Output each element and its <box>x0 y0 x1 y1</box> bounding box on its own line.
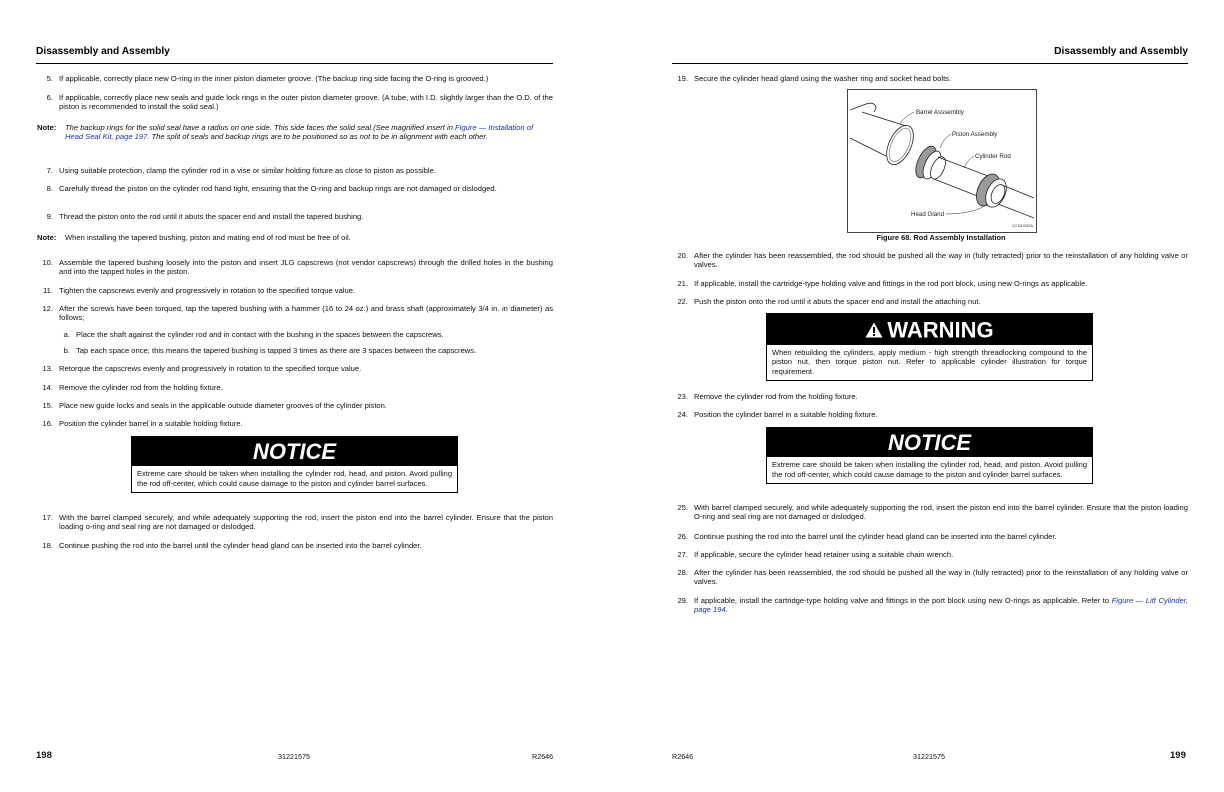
step-text: Secure the cylinder head gland using the washer ring and socket head bolts. <box>694 74 952 83</box>
step-text: Place new guide locks and seals in the applicable outside diameter grooves of the cylinder piston. <box>59 401 387 410</box>
step-text: Assemble the tapered bushing loosely into the piston and insert JLG capscrews (not vendor capscrews) through the drilled holes in the bushing and into the tapped holes in the piston. <box>59 258 553 277</box>
header-rule-right <box>672 63 1188 64</box>
notice-title: NOTICE <box>132 437 457 466</box>
step-number: 20. <box>677 251 688 260</box>
step-letter: b. <box>63 346 70 355</box>
section-header: Disassembly and Assembly <box>36 46 170 57</box>
step-text: Using suitable protection, clamp the cylinder rod in a vise or similar holding fixture as close to piston as possible. <box>59 166 436 175</box>
step-text-part: If applicable, install the cartridge-type holding valve and fittings in the port block using new O-rings as applicable. Refer to <box>694 596 1112 605</box>
notice-box <box>131 436 458 493</box>
step-14 <box>32 383 553 392</box>
step-number: 14. <box>42 383 53 392</box>
step-text <box>694 596 1188 615</box>
step-29 <box>667 596 1188 615</box>
step-7 <box>32 166 553 175</box>
notice-text: Extreme care should be taken when installing the cylinder rod, head, and piston. Avoid pulling the rod off-center, which could cause damage to the piston and cylinder barrel surfaces. <box>772 460 1087 479</box>
step-number: 27. <box>677 550 688 559</box>
document-number: 31221575 <box>278 752 310 761</box>
step-6 <box>32 93 553 112</box>
page-number: 198 <box>36 750 52 761</box>
step-number: 15. <box>42 401 53 410</box>
step-28 <box>667 568 1188 587</box>
step-number: 28. <box>677 568 688 577</box>
step-number: 24. <box>677 410 688 419</box>
notice-text: Extreme care should be taken when installing the cylinder rod, head, and piston. Avoid pulling the rod off-center, which could cause damage to the piston and cylinder barrel surfaces. <box>137 469 452 488</box>
step-text-part: . <box>725 605 728 615</box>
step-17 <box>32 513 553 532</box>
figure-caption: Figure 68. Rod Assembly Installation <box>876 233 1006 242</box>
step-text: Tap each space once; this means the tapered bushing is tapped 3 times as there are 3 spaces between the capscrews. <box>76 346 477 355</box>
step-9 <box>32 212 553 221</box>
step-number: 22. <box>677 297 688 306</box>
note-text: When installing the tapered bushing, piston and mating end of rod must be free of oil. <box>65 233 351 242</box>
warning-triangle-icon <box>865 316 883 345</box>
step-number: 21. <box>677 279 688 288</box>
warning-title: WARNING <box>887 317 994 343</box>
step-number: 9. <box>46 212 53 221</box>
warning-banner <box>767 314 1092 345</box>
label-cylinder-rod: Cylinder Rod <box>975 153 1011 160</box>
step-12 <box>32 304 553 323</box>
step-text: Push the piston onto the rod until it abuts the spacer end and install the attaching nut. <box>694 297 981 306</box>
step-text: Place the shaft against the cylinder rod and in contact with the bushing in the spaces between the capscrews. <box>76 330 444 339</box>
document-number-right: 31221575 <box>913 752 945 761</box>
step-text: Continue pushing the rod into the barrel until the cylinder head gland can be inserted into the barrel cylinder. <box>694 532 1057 541</box>
step-8 <box>32 184 553 193</box>
step-20 <box>667 251 1188 270</box>
step-text: Remove the cylinder rod from the holding fixture. <box>59 383 223 392</box>
step-21 <box>667 279 1188 288</box>
step-10 <box>32 258 553 277</box>
step-15 <box>32 401 553 410</box>
header-rule <box>36 63 553 64</box>
notice-title: NOTICE <box>767 428 1092 457</box>
step-number: 19. <box>677 74 688 83</box>
step-number: 17. <box>42 513 53 522</box>
step-12b <box>52 346 553 355</box>
step-text: Continue pushing the rod into the barrel until the cylinder head gland can be inserted into the barrel cylinder. <box>59 541 422 550</box>
step-text: If applicable, correctly place new O-ring in the inner piston diameter groove. (The backup ring side facing the O-ring is grooved.) <box>59 74 489 83</box>
step-27 <box>667 550 1188 559</box>
note-text-part: The backup rings for the solid seal have a radius on one side. This side faces the solid seal.(See magnified insert in <box>65 123 456 132</box>
step-text: Carefully thread the piston on the cylinder rod hand tight, ensuring that the O-ring and backup rings are not damaged or dislodged. <box>59 184 497 193</box>
step-text: Position the cylinder barrel in a suitable holding fixture. <box>59 419 243 428</box>
step-number: 6. <box>46 93 53 102</box>
step-text: Remove the cylinder rod from the holding fixture. <box>694 392 858 401</box>
note-oil-free <box>37 233 537 242</box>
figure-link[interactable]: Figure — Installation of Head Seal Kit, page 197 <box>65 123 534 142</box>
step-text: Thread the piston onto the rod until it abuts the spacer end and install the tapered bushing. <box>59 212 364 221</box>
step-text: With barrel clamped securely, and while adequately supporting the rod, insert the piston end into the barrel cylinder. Ensure that the piston loading O-ring and seal ring are not damaged or dislodged. <box>694 503 1188 522</box>
step-number: 16. <box>42 419 53 428</box>
step-text: Retorque the capscrews evenly and progressively in rotation to the specified torque value. <box>59 364 362 373</box>
step-text: After the cylinder has been reassembled, the rod should be pushed all the way in (fully retracted) prior to the reinstallation of any holding valve or valves. <box>694 251 1188 270</box>
note-text <box>65 123 537 142</box>
step-16 <box>32 419 553 428</box>
step-number: 5. <box>46 74 53 83</box>
step-text: Tighten the capscrews evenly and progressively in rotation to the specified torque value. <box>59 286 356 295</box>
step-number: 29. <box>677 596 688 605</box>
step-number: 25. <box>677 503 688 512</box>
label-piston-assembly: Piston Assembly <box>952 131 998 138</box>
step-23 <box>667 392 1188 401</box>
step-number: 13. <box>42 364 53 373</box>
warning-text: When rebuilding the cylinders, apply medium - high strength threadlocking compound to the piston nut, then torque piston nut. Refer to applicable cylinder illustration for torque requirement. <box>772 347 1087 376</box>
step-letter: a. <box>63 330 70 339</box>
step-22 <box>667 297 1188 306</box>
figure-code: 1C100330A <box>1011 222 1033 228</box>
page-number-right: 199 <box>1170 750 1186 761</box>
step-text: If applicable, install the cartridge-type holding valve and fittings in the rod port block, using new O-rings as applicable. <box>694 279 1088 288</box>
rod-assembly-figure <box>847 89 1037 233</box>
step-number: 10. <box>42 258 53 267</box>
label-barrel-assembly: Barrel Asssembly <box>916 109 964 116</box>
step-24 <box>667 410 1188 419</box>
step-number: 7. <box>46 166 53 175</box>
notice-box-right <box>766 427 1093 484</box>
step-11 <box>32 286 553 295</box>
revision: R2646 <box>532 752 554 761</box>
step-text: After the screws have been torqued, tap the tapered bushing with a hammer (16 to 24 oz.) and brass shaft (approximately 3/4 in. in diameter) as follows; <box>59 304 553 323</box>
step-text: After the cylinder has been reassembled, the rod should be pushed all the way in (fully retracted) prior to the reinstallation of any holding valve or valves. <box>694 568 1188 587</box>
note-text-part: . The split of seals and backup rings are to be positioned so as not to be in alignment with each other. <box>147 132 488 142</box>
step-13 <box>32 364 553 373</box>
warning-box <box>766 313 1093 381</box>
step-text: If applicable, secure the cylinder head retainer using a suitable chain wrench. <box>694 550 954 559</box>
step-number: 8. <box>46 184 53 193</box>
step-19 <box>667 74 1188 83</box>
label-head-gland: Head Gland <box>911 211 945 218</box>
section-header-right: Disassembly and Assembly <box>1054 46 1188 57</box>
note-label: Note: <box>37 233 57 242</box>
step-text: With the barrel clamped securely, and while adequately supporting the rod, insert the piston end into the barrel cylinder. Ensure that the piston loading o-ring and seal ring are not damaged or dislodged. <box>59 513 553 532</box>
revision-right: R2646 <box>672 752 694 761</box>
step-5 <box>32 74 553 83</box>
note-label: Note: <box>37 123 57 132</box>
step-18 <box>32 541 553 550</box>
figure-link[interactable]: Figure — Lift Cylinder, page 194 <box>694 596 1188 615</box>
step-number: 26. <box>677 532 688 541</box>
step-number: 18. <box>42 541 53 550</box>
step-number: 12. <box>42 304 53 313</box>
step-text: If applicable, correctly place new seals and guide lock rings in the outer piston diameter groove. (A tube, with I.D. slightly larger than the O.D. of the piston is recommended to install the solid seal.) <box>59 93 553 112</box>
step-number: 23. <box>677 392 688 401</box>
step-12a <box>52 330 553 339</box>
note-backup-rings <box>37 123 537 142</box>
step-number: 11. <box>43 286 53 295</box>
step-text: Position the cylinder barrel in a suitable holding fixture. <box>694 410 878 419</box>
step-26 <box>667 532 1188 541</box>
step-25 <box>667 503 1188 522</box>
